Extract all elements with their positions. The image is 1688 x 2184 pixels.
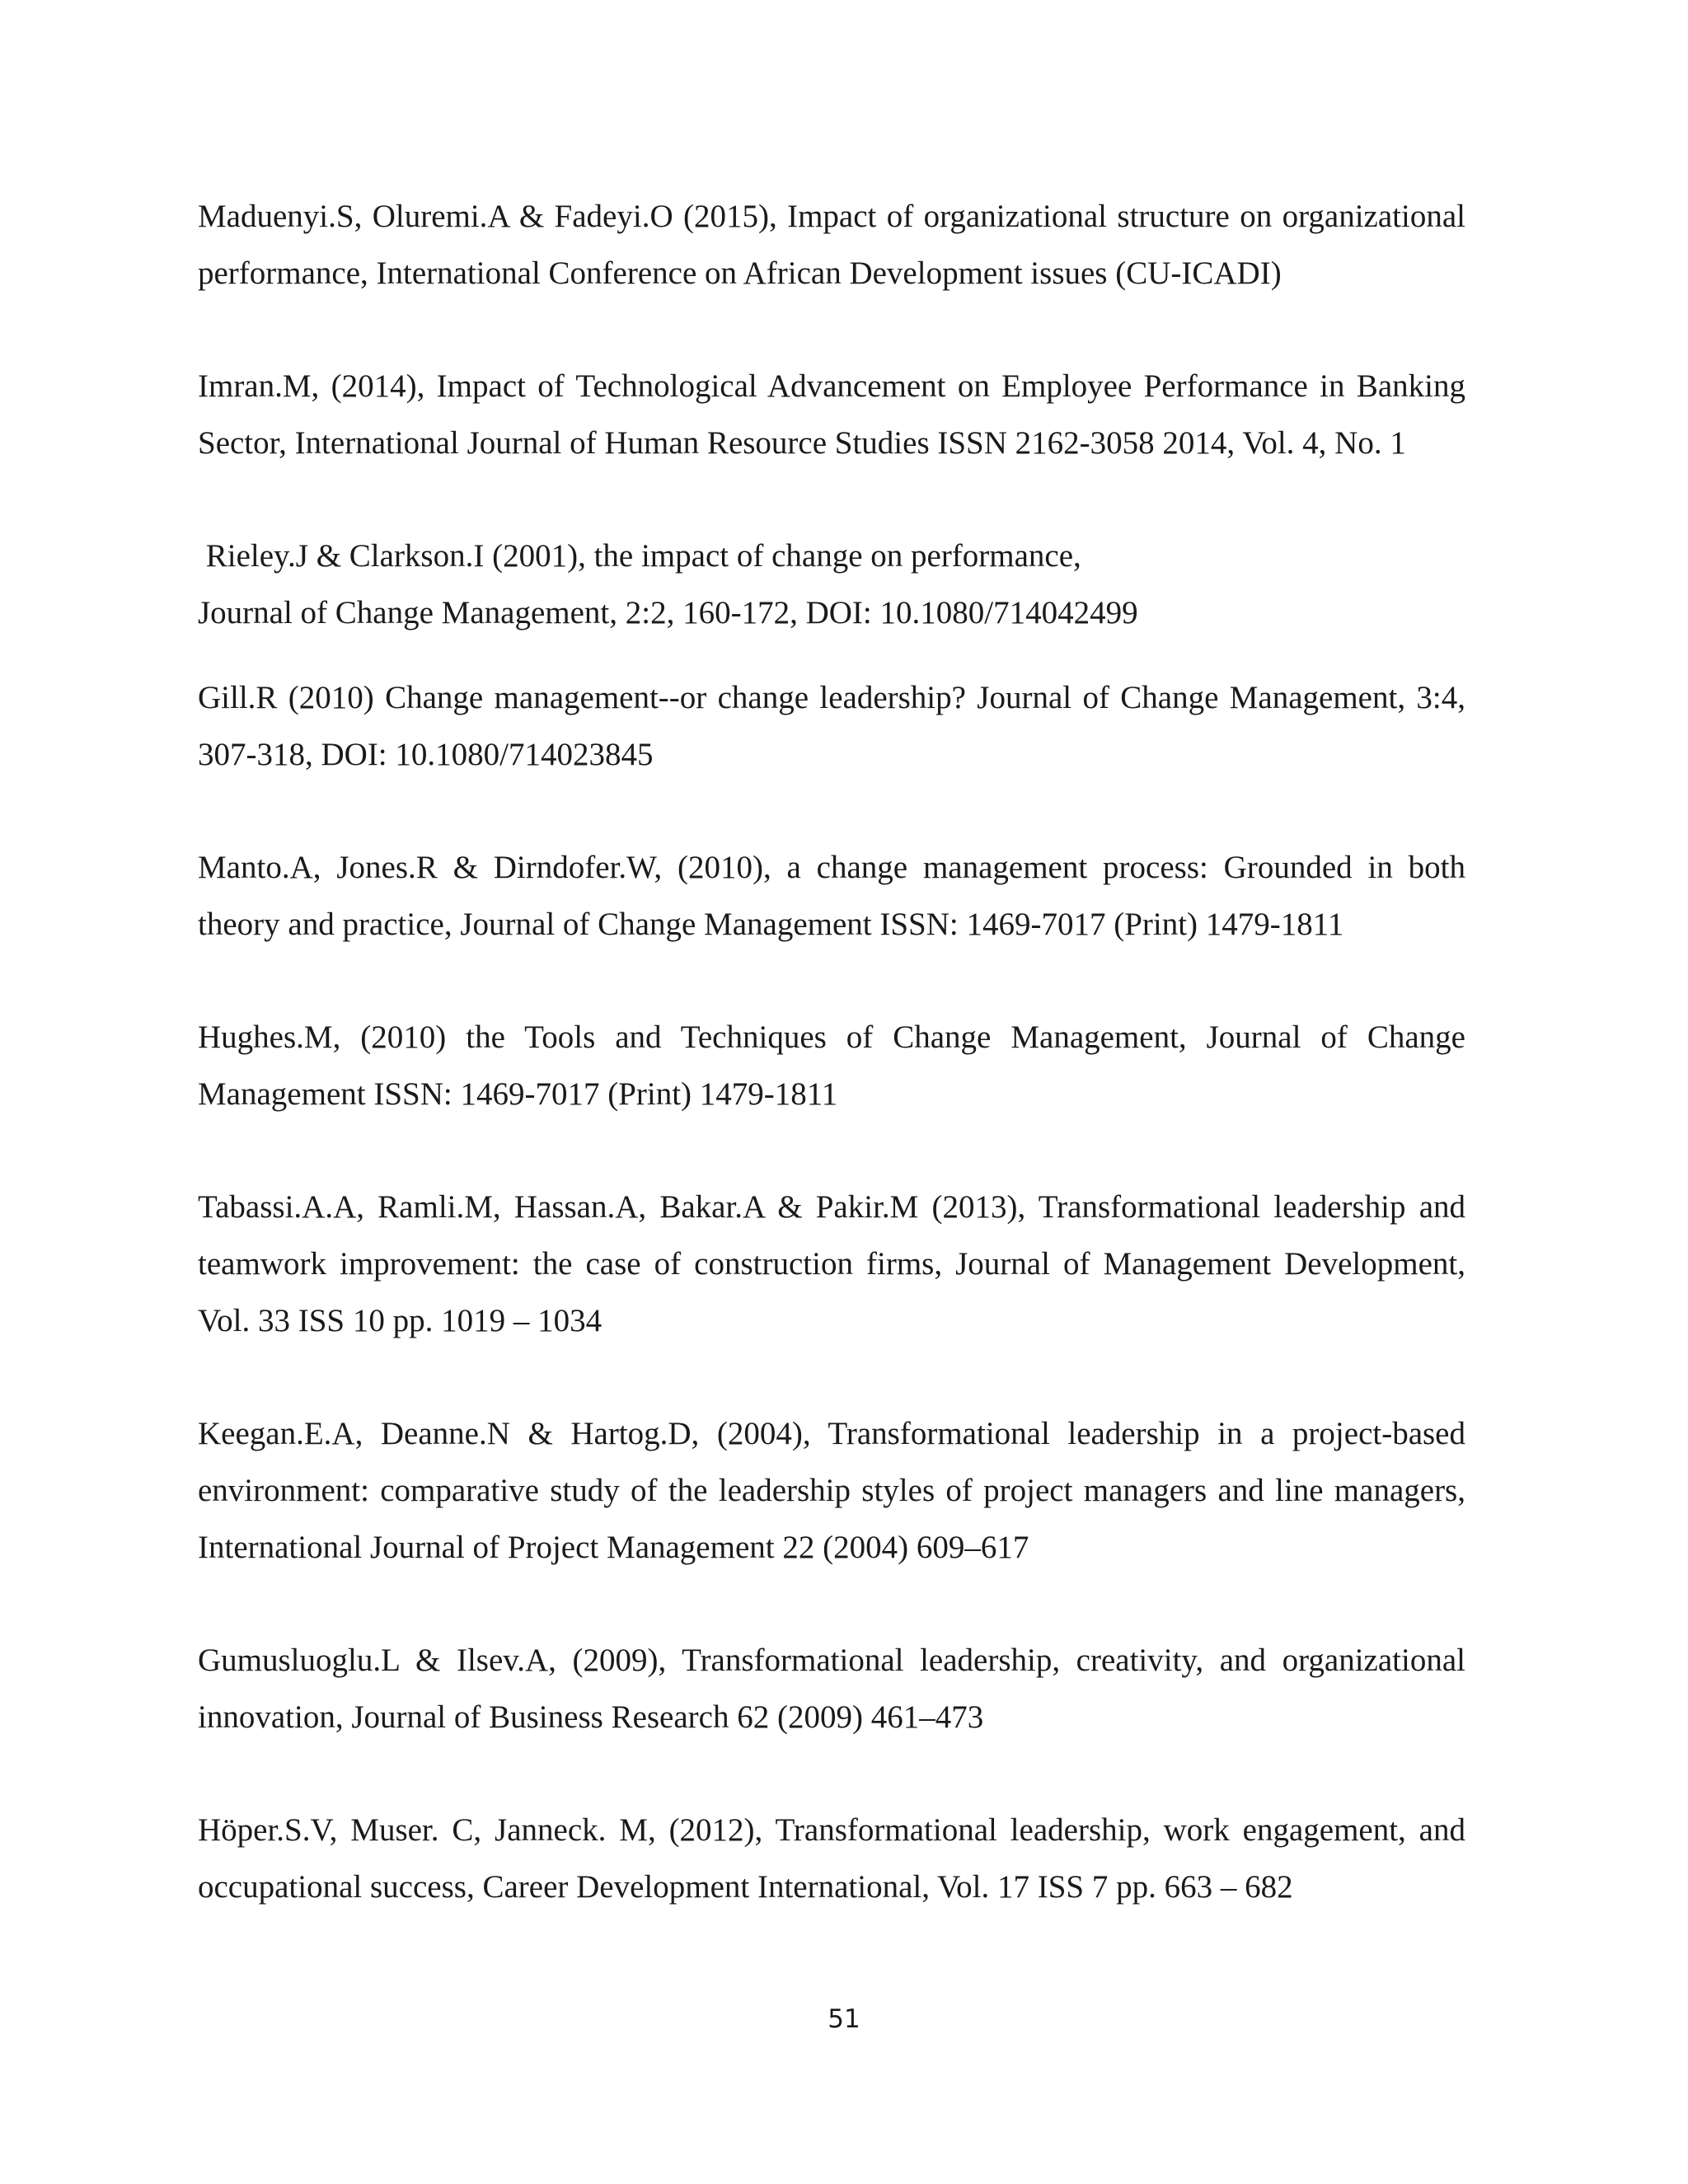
reference-line: Manto.A, Jones.R & Dirndofer.W, (2010), a change management process: Grounded in both [198,850,1465,885]
reference-line: Rieley.J & Clarkson.I (2001), the impact of change on performance, [198,538,1081,574]
reference-line: Höper.S.V, Muser. C, Janneck. M, (2012), Transformational leadership, work engagement, and [198,1812,1465,1848]
reference-line: innovation, Journal of Business Research 62 (2009) 461–473 [198,1699,984,1735]
reference-line: Journal of Change Management, 2:2, 160-172, DOI: 10.1080/714042499 [198,595,1138,630]
reference-line: performance, International Conference on African Development issues (CU-ICADI) [198,255,1282,291]
reference-line: Management ISSN: 1469-7017 (Print) 1479-1811 [198,1076,838,1112]
reference-line: teamwork improvement: the case of construction firms, Journal of Management Development, [198,1246,1465,1282]
reference-imran-2014 [198,358,1465,471]
reference-hughes-2010 [198,1009,1465,1122]
reference-line: Gumusluoglu.L & Ilsev.A, (2009), Transformational leadership, creativity, and organizational [198,1643,1465,1678]
reference-line: environment: comparative study of the leadership styles of project managers and line managers, [198,1473,1465,1508]
reference-line: Keegan.E.A, Deanne.N & Hartog.D, (2004), Transformational leadership in a project-based [198,1416,1465,1451]
reference-line: International Journal of Project Management 22 (2004) 609–617 [198,1530,1029,1565]
reference-line: Tabassi.A.A, Ramli.M, Hassan.A, Bakar.A & Pakir.M (2013), Transformational leadership and [198,1189,1465,1225]
reference-line: Imran.M, (2014), Impact of Technological Advancement on Employee Performance in Banking [198,368,1465,404]
reference-gumusluoglu-2009 [198,1632,1465,1746]
reference-line: Sector, International Journal of Human Resource Studies ISSN 2162-3058 2014, Vol. 4, No. 1 [198,425,1406,461]
reference-tabassi-2013 [198,1179,1465,1349]
reference-rieley-2001 [198,527,1465,641]
reference-line: Gill.R (2010) Change management--or change leadership? Journal of Change Management, 3:4, [198,680,1465,715]
reference-hoper-2012 [198,1802,1465,1915]
reference-line: theory and practice, Journal of Change Management ISSN: 1469-7017 (Print) 1479-1811 [198,907,1344,942]
reference-line: 307-318, DOI: 10.1080/714023845 [198,737,654,772]
page-number: 51 [828,2004,860,2034]
reference-line: Maduenyi.S, Oluremi.A & Fadeyi.O (2015), Impact of organizational structure on organizational [198,199,1465,234]
reference-gill-2010 [198,669,1465,783]
reference-line: Vol. 33 ISS 10 pp. 1019 – 1034 [198,1303,603,1338]
reference-keegan-2004 [198,1405,1465,1576]
reference-manto-2010 [198,839,1465,953]
reference-line: Hughes.M, (2010) the Tools and Techniques of Change Management, Journal of Change [198,1019,1465,1055]
reference-maduenyi-2015 [198,188,1465,302]
reference-line: occupational success, Career Development International, Vol. 17 ISS 7 pp. 663 – 682 [198,1869,1293,1905]
